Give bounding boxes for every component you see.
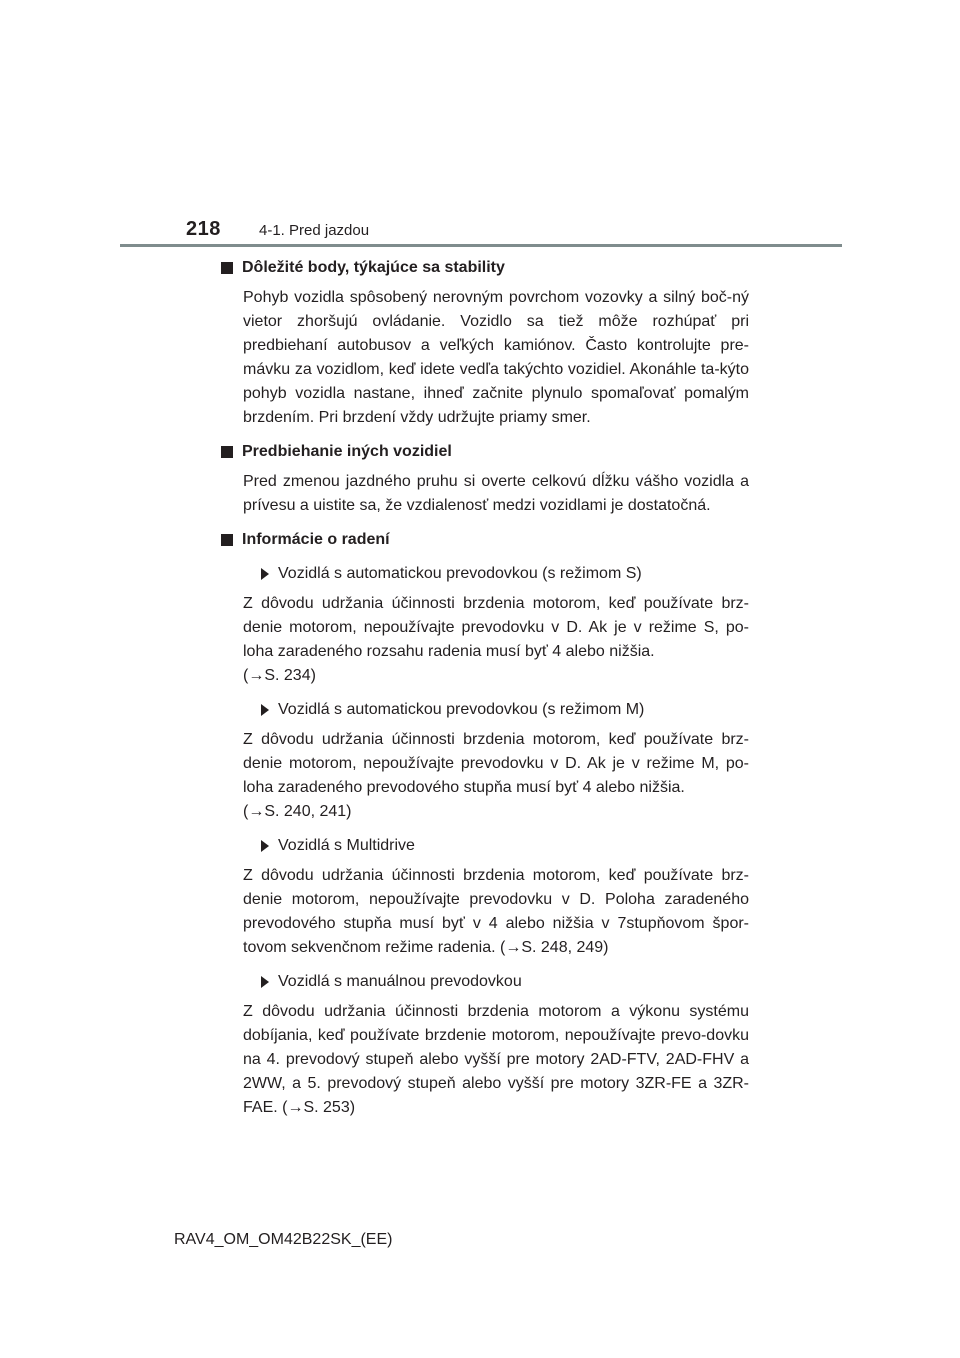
subheading-text: Vozidlá s Multidrive (278, 837, 415, 854)
section-shifting (221, 528, 749, 1120)
section-stability (221, 256, 749, 430)
paragraph: Z dôvodu udržania účinnosti brzdenia motorom, keď používate brz-denie motorom, nepoužívajte prevodovku v D. Poloha zaradeného prevodového stupňa musí byť v 4 alebo nižšia v 7stupňovom špor-tovom sekvenčnom režime radenia. (→S. 248, 249) (243, 867, 749, 956)
section-title: 4-1. Pred jazdou (259, 222, 370, 239)
square-bullet-icon (221, 446, 233, 458)
subheading-multidrive (221, 834, 749, 858)
subheading-text: Vozidlá s automatickou prevodovkou (s režimom M) (278, 701, 645, 718)
header-divider (120, 244, 842, 247)
triangle-bullet-icon (261, 704, 269, 716)
section-overtaking (221, 440, 749, 518)
page-number: 218 (186, 218, 221, 240)
page-content (221, 252, 749, 1130)
heading-text: Informácie o radení (242, 531, 390, 548)
paragraph (221, 592, 749, 688)
triangle-bullet-icon (261, 840, 269, 852)
heading-text: Predbiehanie iných vozidiel (242, 443, 452, 460)
subheading-text: Vozidlá s manuálnou prevodovkou (278, 973, 522, 990)
paragraph-text: Z dôvodu udržania účinnosti brzdenia motorom, keď používate brz-denie motorom, nepoužívajte prevodovku v D. Ak je v režime M, po-loha zaradeného prevodového stupňa musí byť 4 alebo nižšia. (243, 731, 749, 796)
paragraph: Z dôvodu udržania účinnosti brzdenia motorom a výkonu systému dobíjania, keď používate brzdenie motorom, nepoužívajte prevo-dovku na 4. prevodový stupeň alebo vyšší pre motory 2AD-FTV, 2AD-FHV a 2WW, a 5. prevodový stupeň alebo vyšší pre motory 3ZR-FE a 3ZR-FAE. (→S. 253) (243, 1003, 749, 1116)
triangle-bullet-icon (261, 568, 269, 580)
paragraph: Pohyb vozidla spôsobený nerovným povrchom vozovky a silný boč-ný vietor zhoršujú ovládanie. Vozidlo sa tiež môže rozhúpať pri predbiehaní autobusov a veľkých kamiónov. Často kontrolujte pre-mávku za vozidlom, keď idete vedľa takýchto vozidiel. Akonáhle ta-kýto pohyb vozidla nastane, ihneď začnite plynulo spomaľovať pomalým brzdením. Pri brzdení vždy udržujte priamy smer. (243, 289, 749, 426)
section-heading (221, 440, 749, 464)
subheading-automatic-s (221, 562, 749, 586)
subheading-text: Vozidlá s automatickou prevodovkou (s režimom S) (278, 565, 642, 582)
page-reference: (→S. 234) (243, 667, 316, 684)
page-reference: (→S. 240, 241) (243, 803, 352, 820)
section-heading (221, 528, 749, 552)
document-code: RAV4_OM_OM42B22SK_(EE) (174, 1231, 393, 1248)
square-bullet-icon (221, 534, 233, 546)
paragraph: Pred zmenou jazdného pruhu si overte celkovú dĺžku vášho vozidla a prívesu a uistite sa, že vzdialenosť medzi vozidlami je dostatočná. (243, 473, 749, 514)
square-bullet-icon (221, 262, 233, 274)
triangle-bullet-icon (261, 976, 269, 988)
section-heading (221, 256, 749, 280)
subheading-automatic-m (221, 698, 749, 722)
paragraph (221, 728, 749, 824)
heading-text: Dôležité body, týkajúce sa stability (242, 259, 505, 276)
paragraph-text: Z dôvodu udržania účinnosti brzdenia motorom, keď používate brz-denie motorom, nepoužívajte prevodovku v D. Ak je v režime S, po-loha zaradeného rozsahu radenia musí byť 4 alebo nižšia. (243, 595, 749, 660)
subheading-manual (221, 970, 749, 994)
page-header (0, 0, 960, 250)
